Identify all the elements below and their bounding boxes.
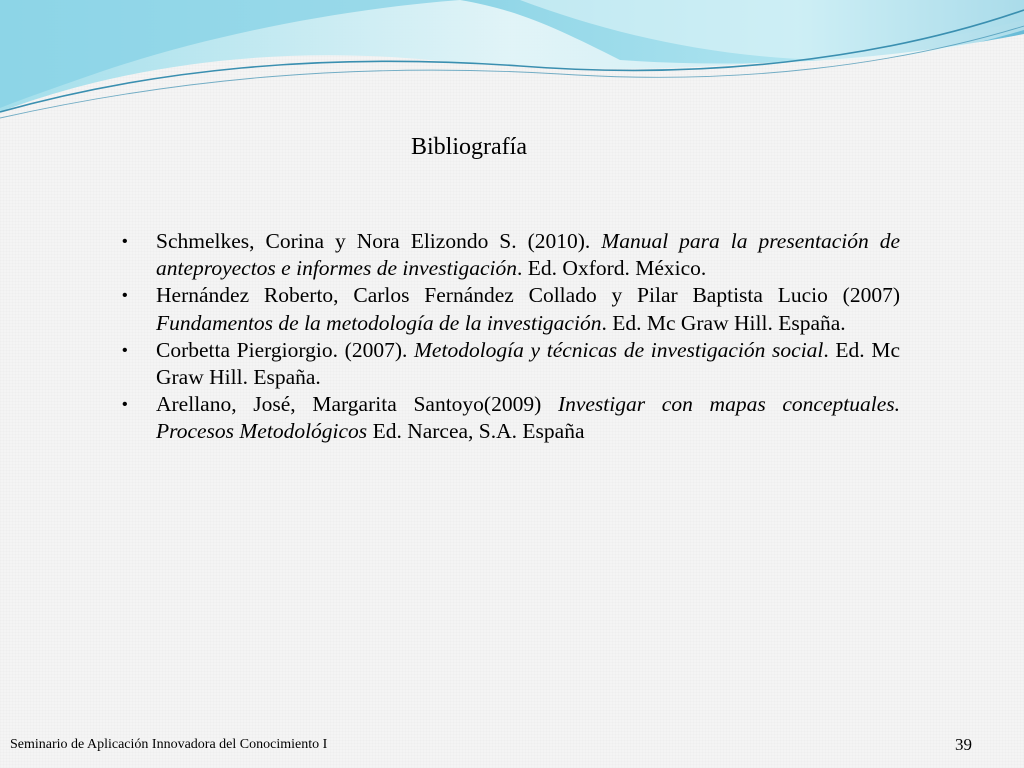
reference-publisher: . Ed. Oxford. México. bbox=[517, 256, 707, 281]
reference-work-title: Metodología y técnicas de investigación social bbox=[414, 337, 824, 362]
bibliography-item bbox=[122, 282, 900, 336]
reference-publisher: Ed. Narcea, S.A. España bbox=[367, 419, 585, 444]
bullet-icon: • bbox=[122, 233, 128, 250]
bibliography-item bbox=[122, 337, 900, 391]
page-number: 39 bbox=[955, 735, 972, 754]
reference-publisher: . Ed. Mc Graw Hill. España. bbox=[601, 310, 846, 335]
reference-authors: Arellano, José, Margarita Santoyo(2009) bbox=[156, 392, 558, 417]
reference-authors: Schmelkes, Corina y Nora Elizondo S. (2010). bbox=[156, 229, 602, 253]
bullet-icon: • bbox=[122, 396, 128, 414]
reference-work-title: Fundamentos de la metodología de la investigación bbox=[156, 310, 602, 335]
bullet-icon: • bbox=[122, 287, 128, 305]
bibliography-list bbox=[122, 228, 900, 446]
reference-authors: Hernández Roberto, Carlos Fernández Collado y Pilar Baptista Lucio (2007) bbox=[156, 283, 900, 308]
reference-work-title: Manual para la presentación de anteproyectos e informes de investigación bbox=[156, 229, 901, 281]
bibliography-item bbox=[122, 391, 900, 445]
slide-title: Bibliografía bbox=[411, 134, 527, 160]
footer-text: Seminario de Aplicación Innovadora del Conocimiento I bbox=[10, 737, 328, 752]
bibliography-item bbox=[122, 228, 900, 282]
reference-publisher: . Ed. Mc Graw Hill. España. bbox=[156, 337, 900, 390]
reference-authors: Corbetta Piergiorgio. (2007). bbox=[156, 337, 415, 362]
reference-work-title: Investigar con mapas conceptuales. Procesos Metodológicos bbox=[156, 392, 900, 444]
header-wave-decoration bbox=[0, 0, 1024, 130]
bullet-icon: • bbox=[122, 341, 128, 359]
